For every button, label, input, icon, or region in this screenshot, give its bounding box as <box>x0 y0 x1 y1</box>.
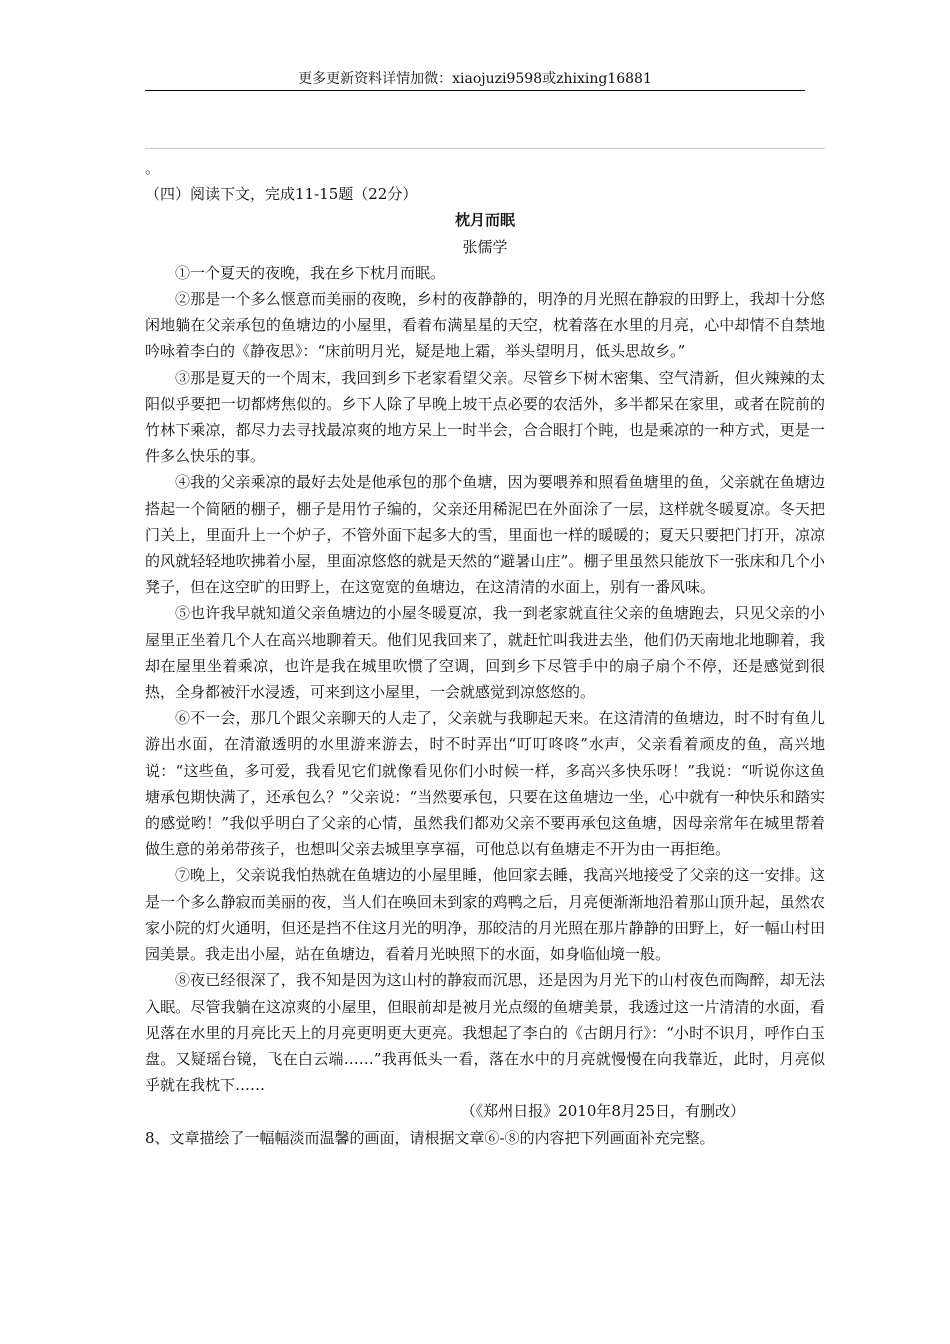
paragraph-2: ②那是一个多么惬意而美丽的夜晚，乡村的夜静静的，明净的月光照在静寂的田野上，我却十分悠闲地躺在父亲承包的鱼塘边的小屋里，看着布满星星的天空，枕着落在水里的月亮，心中却情不自禁地吟咏着李白的《静夜思》：“床前明月光，疑是地上霜，举头望明月，低头思故乡。” <box>145 290 825 361</box>
paragraph-7: ⑦晚上，父亲说我怕热就在鱼塘边的小屋里睡，他回家去睡，我高兴地接受了父亲的这一安排。这是一个多么静寂而美丽的夜，当人们在唤回未到家的鸡鸭之后，月亮便渐渐地沿着那山顶升起，虽然农家小院的灯火通明，但还是挡不住这月光的明净，那皎洁的月光照在那片静静的田野上，好一幅山村田园美景。我走出小屋，站在鱼塘边，看着月光映照下的水面，如身临仙境一般。 <box>145 866 825 964</box>
paragraph-8: ⑧夜已经很深了，我不知是因为这山村的静寂而沉思，还是因为月光下的山村夜色而陶醉，却无法入眠。尽管我躺在这凉爽的小屋里，但眼前却是被月光点缀的鱼塘美景，我透过这一片清清的水面，看见落在水里的月亮比天上的月亮更明更大更亮。我想起了李白的《古朗月行》：“小时不识月，呼作白玉盘。又疑瑶台镜，飞在白云端……”我再低头一看，落在水中的月亮就慢慢在向我靠近，此时，月亮似乎就在我枕下…… <box>145 971 825 1095</box>
paragraph-6: ⑥不一会，那几个跟父亲聊天的人走了，父亲就与我聊起天来。在这清清的鱼塘边，时不时有鱼儿游出水面，在清澈透明的水里游来游去，时不时弄出“叮叮咚咚”水声，父亲看着顽皮的鱼，高兴地说：“这些鱼，多可爱，我看见它们就像看见你们小时候一样，多高兴多快乐呀！”我说：“听说你这鱼塘承包期快满了，还承包么？”父亲说：“当然要承包，只要在这鱼塘边一坐，心中就有一种快乐和踏实的感觉哟！”我似乎明白了父亲的心情，虽然我们都劝父亲不要再承包这鱼塘，因母亲常年在城里帮着做生意的弟弟带孩子，也想叫父亲去城里享享福，可他总以有鱼塘走不开为由一再拒绝。 <box>145 709 825 859</box>
answer-blank-line <box>145 148 825 149</box>
paragraph-3: ③那是夏天的一个周末，我回到乡下老家看望父亲。尽管乡下树木密集、空气清新，但火辣辣的太阳似乎要把一切都烤焦似的。乡下人除了早晚上坡干点必要的农活外，多半都呆在家里，或者在院前的竹林下乘凉，都尽力去寻找最凉爽的地方呆上一时半会，合合眼打个盹，也是乘凉的一种方式，更是一件多么快乐的事。 <box>145 368 825 466</box>
page-header: 更多更新资料详情加微：xiaojuzi9598或zhixing16881 <box>145 70 805 91</box>
paragraph-1: ①一个夏天的夜晚，我在乡下枕月而眠。 <box>175 263 446 282</box>
paragraph-4: ④我的父亲乘凉的最好去处是他承包的那个鱼塘，因为要喂养和照看鱼塘里的鱼，父亲就在鱼塘边搭起一个简陋的棚子，棚子是用竹子编的，父亲还用稀泥巴在外面涂了一层，这样就冬暖夏凉。冬天把门关上，里面升上一个炉子，不管外面下起多大的雪，里面也一样的暖暖的；夏天只要把门打开，凉凉的风就轻轻地吹拂着小屋，里面凉悠悠的就是天然的“避暑山庄”。棚子里虽然只能放下一张床和几个小凳子，但在这空旷的田野上，在这宽宽的鱼塘边，在这清清的水面上，别有一番风味。 <box>145 473 825 597</box>
section-heading: （四）阅读下文，完成11-15题（22分） <box>145 185 418 204</box>
article-title: 枕月而眠 <box>454 211 515 230</box>
article-author: 张儒学 <box>462 237 508 256</box>
question-8: 8、文章描绘了一幅幅淡而温馨的画面，请根据文章⑥-⑧的内容把下列画面补充完整。 <box>145 1128 715 1147</box>
document-body <box>145 155 825 1151</box>
article-source: （《郑州日报》2010年8月25日，有删改） <box>460 1102 745 1121</box>
paragraph-5: ⑤也许我早就知道父亲鱼塘边的小屋冬暖夏凉，我一到老家就直往父亲的鱼塘跑去，只见父亲的小屋里正坐着几个人在高兴地聊着天。他们见我回来了，就赶忙叫我进去坐，他们仍天南地北地聊着，我却在屋里坐着乘凉，也许是我在城里吹惯了空调，回到乡下尽管手中的扇子扇个不停，还是感觉到很热，全身都被汗水浸透，可来到这小屋里，一会就感觉到凉悠悠的。 <box>145 604 825 702</box>
trailing-period: 。 <box>145 159 161 177</box>
